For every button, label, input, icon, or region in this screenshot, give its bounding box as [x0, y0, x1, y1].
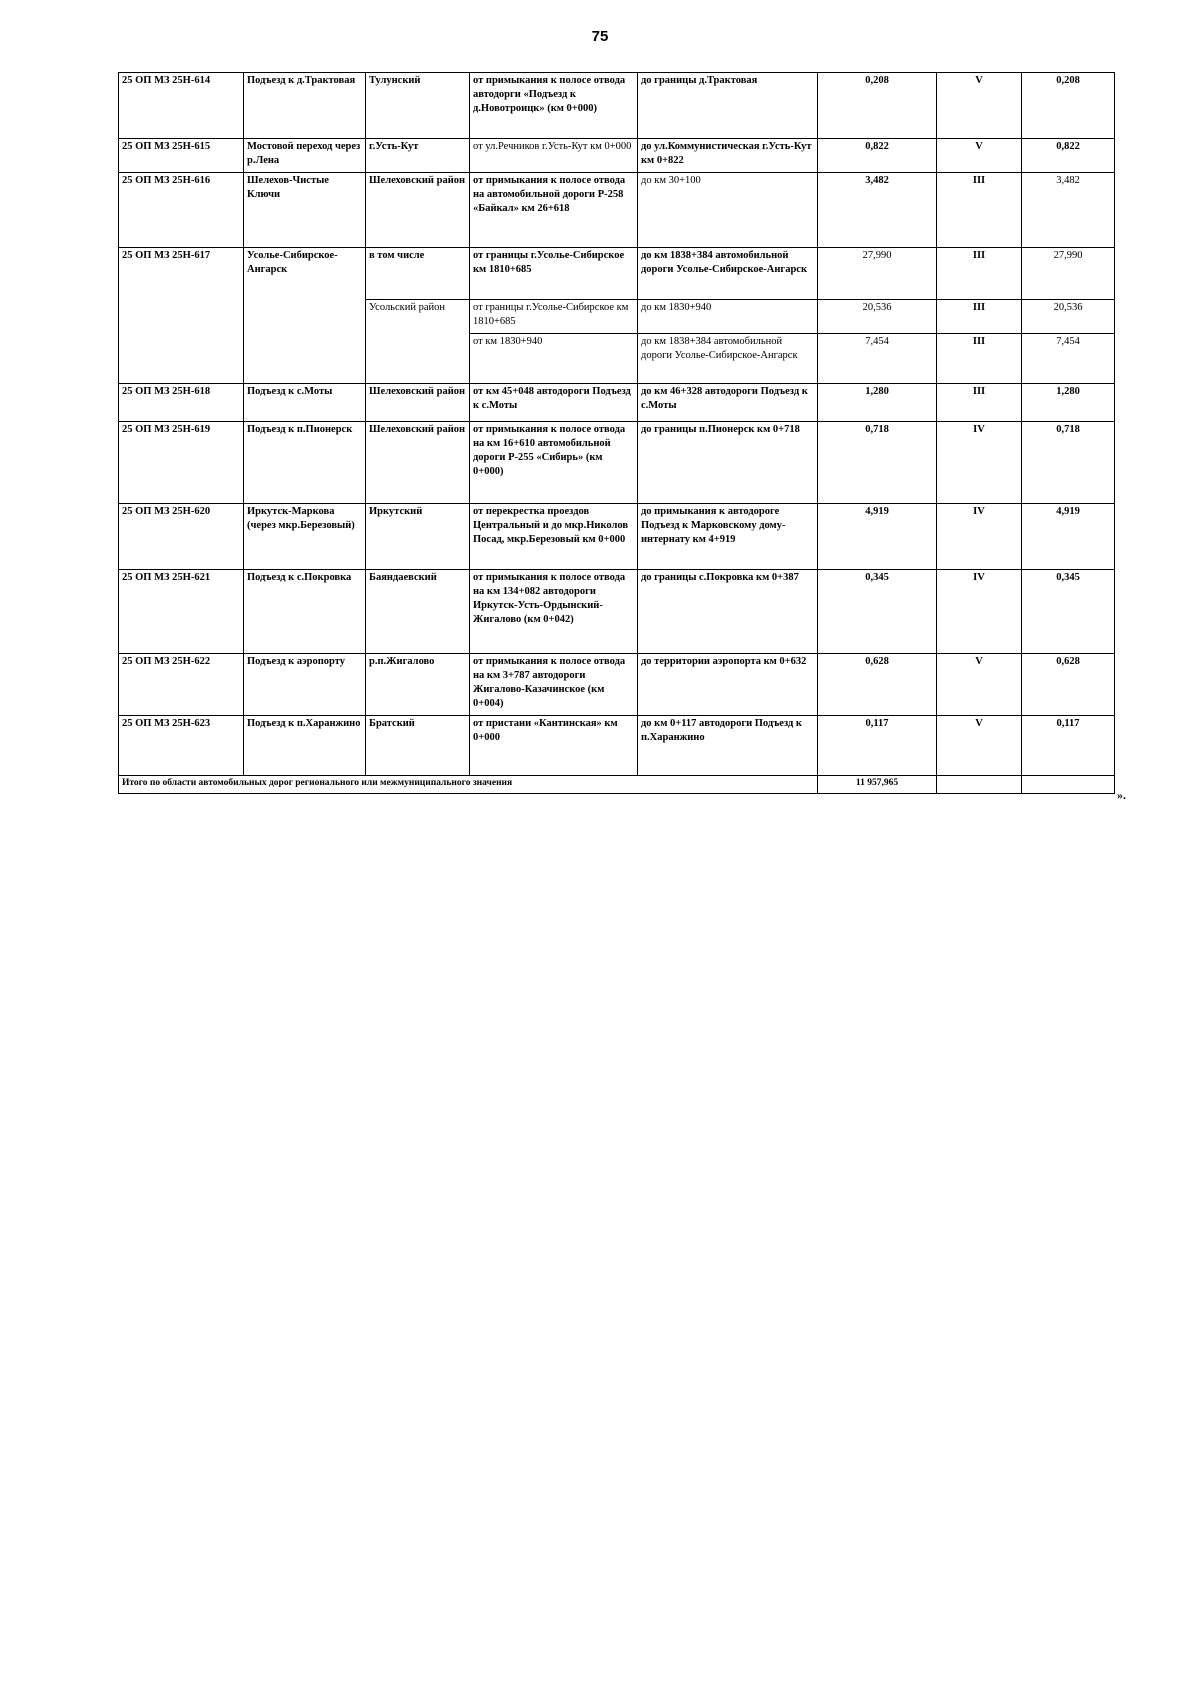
- road-name: Шелехов-Чистые Ключи: [244, 173, 366, 248]
- road-from: от примыкания к полосе отвода на км 16+610 автомобильной дороги Р-255 «Сибирь» (км 0+000): [470, 422, 638, 504]
- road-category: IV: [937, 422, 1022, 504]
- road-length: 3,482: [818, 173, 937, 248]
- table-row: [119, 654, 1115, 716]
- road-name: Подъезд к аэропорту: [244, 654, 366, 716]
- road-length: 0,208: [818, 73, 937, 139]
- table-row: [119, 173, 1115, 248]
- table-row: [119, 422, 1115, 504]
- table-row: [119, 384, 1115, 422]
- total-value: 11 957,965: [818, 776, 937, 794]
- road-length: 0,345: [818, 570, 937, 654]
- road-from: от примыкания к полосе отвода на км 3+787 автодороги Жигалово-Казачинское (км 0+004): [470, 654, 638, 716]
- road-to: до км 30+100: [638, 173, 818, 248]
- road-to: до примыкания к автодороге Подъезд к Марковскому дому-интернату км 4+919: [638, 504, 818, 570]
- road-from: от пристани «Кантинская» км 0+000: [470, 716, 638, 776]
- road-area: Шелеховский район: [366, 173, 470, 248]
- road-area: р.п.Жигалово: [366, 654, 470, 716]
- road-length: 4,919: [818, 504, 937, 570]
- road-area: Баяндаевский: [366, 570, 470, 654]
- road-id: 25 ОП МЗ 25Н-616: [119, 173, 244, 248]
- road-to: до км 1830+940: [638, 300, 818, 334]
- road-id: 25 ОП МЗ 25Н-619: [119, 422, 244, 504]
- road-category: V: [937, 716, 1022, 776]
- total-empty-cell: [1022, 776, 1115, 794]
- road-name: Подъезд к д.Трактовая: [244, 73, 366, 139]
- closing-quote-mark: ».: [1117, 788, 1126, 802]
- road-area: Шелеховский район: [366, 384, 470, 422]
- road-category: III: [937, 248, 1022, 300]
- roads-table: [118, 72, 1115, 794]
- road-length: 0,718: [818, 422, 937, 504]
- total-row: [119, 776, 1115, 794]
- road-id: 25 ОП МЗ 25Н-622: [119, 654, 244, 716]
- total-empty-cell: [937, 776, 1022, 794]
- road-to: до ул.Коммунистическая г.Усть-Кут км 0+822: [638, 139, 818, 173]
- road-total: 27,990: [1022, 248, 1115, 300]
- road-name: Подъезд к с.Моты: [244, 384, 366, 422]
- road-category: III: [937, 384, 1022, 422]
- road-area: Шелеховский район: [366, 422, 470, 504]
- road-length: 27,990: [818, 248, 937, 300]
- road-from: от примыкания к полосе отвода на автомобильной дороги Р-258 «Байкал» км 26+618: [470, 173, 638, 248]
- table-row: [119, 570, 1115, 654]
- road-total: 1,280: [1022, 384, 1115, 422]
- road-to: до границы с.Покровка км 0+387: [638, 570, 818, 654]
- road-length: 1,280: [818, 384, 937, 422]
- road-total: 20,536: [1022, 300, 1115, 334]
- road-id: 25 ОП МЗ 25Н-620: [119, 504, 244, 570]
- table-row: [119, 248, 1115, 300]
- road-length: 20,536: [818, 300, 937, 334]
- page-number: 75: [591, 28, 609, 45]
- road-total: 0,628: [1022, 654, 1115, 716]
- road-name: Иркутск-Маркова (через мкр.Березовый): [244, 504, 366, 570]
- road-total: 0,345: [1022, 570, 1115, 654]
- road-total: 7,454: [1022, 334, 1115, 384]
- road-category: V: [937, 654, 1022, 716]
- road-from: от ул.Речников г.Усть-Кут км 0+000: [470, 139, 638, 173]
- road-category: IV: [937, 570, 1022, 654]
- road-name: Подъезд к п.Харанжино: [244, 716, 366, 776]
- road-name: Усолье-Сибирское-Ангарск: [244, 248, 366, 384]
- road-category: IV: [937, 504, 1022, 570]
- table-row: [119, 139, 1115, 173]
- road-name: Мостовой переход через р.Лена: [244, 139, 366, 173]
- road-area: г.Усть-Кут: [366, 139, 470, 173]
- road-from: от перекрестка проездов Центральный и до мкр.Николов Посад, мкр.Березовый км 0+000: [470, 504, 638, 570]
- road-category: III: [937, 173, 1022, 248]
- road-category: V: [937, 73, 1022, 139]
- road-to: до границы п.Пионерск км 0+718: [638, 422, 818, 504]
- road-area: в том числе: [366, 248, 470, 300]
- road-total: 3,482: [1022, 173, 1115, 248]
- road-to: до границы д.Трактовая: [638, 73, 818, 139]
- road-category: V: [937, 139, 1022, 173]
- road-id: 25 ОП МЗ 25Н-623: [119, 716, 244, 776]
- road-to: до км 1838+384 автомобильной дороги Усолье-Сибирское-Ангарск: [638, 334, 818, 384]
- road-area: Усольский район: [366, 300, 470, 384]
- road-total: 0,718: [1022, 422, 1115, 504]
- road-from: от км 1830+940: [470, 334, 638, 384]
- road-area: Тулунский: [366, 73, 470, 139]
- table-row: [119, 73, 1115, 139]
- table-row: [119, 504, 1115, 570]
- table-row: [119, 716, 1115, 776]
- road-to: до км 1838+384 автомобильной дороги Усолье-Сибирское-Ангарск: [638, 248, 818, 300]
- total-label: Итого по области автомобильных дорог регионального или межмуниципального значения: [119, 776, 818, 794]
- road-from: от границы г.Усолье-Сибирское км 1810+685: [470, 300, 638, 334]
- road-name: Подъезд к п.Пионерск: [244, 422, 366, 504]
- road-name: Подъезд к с.Покровка: [244, 570, 366, 654]
- road-to: до км 0+117 автодороги Подъезд к п.Харанжино: [638, 716, 818, 776]
- road-length: 7,454: [818, 334, 937, 384]
- road-length: 0,117: [818, 716, 937, 776]
- road-total: 0,208: [1022, 73, 1115, 139]
- road-length: 0,822: [818, 139, 937, 173]
- road-length: 0,628: [818, 654, 937, 716]
- road-from: от примыкания к полосе отвода автодорги «Подъезд к д.Новотроицк» (км 0+000): [470, 73, 638, 139]
- road-category: III: [937, 334, 1022, 384]
- road-id: 25 ОП МЗ 25Н-614: [119, 73, 244, 139]
- road-from: от примыкания к полосе отвода на км 134+082 автодороги Иркутск-Усть-Ордынский-Жигалово (км 0+042): [470, 570, 638, 654]
- road-id: 25 ОП МЗ 25Н-617: [119, 248, 244, 384]
- road-id: 25 ОП МЗ 25Н-618: [119, 384, 244, 422]
- road-from: от км 45+048 автодороги Подъезд к с.Моты: [470, 384, 638, 422]
- road-from: от границы г.Усолье-Сибирское км 1810+685: [470, 248, 638, 300]
- road-id: 25 ОП МЗ 25Н-621: [119, 570, 244, 654]
- road-to: до км 46+328 автодороги Подъезд к с.Моты: [638, 384, 818, 422]
- road-total: 4,919: [1022, 504, 1115, 570]
- road-category: III: [937, 300, 1022, 334]
- road-total: 0,822: [1022, 139, 1115, 173]
- road-area: Иркутский: [366, 504, 470, 570]
- road-to: до территории аэропорта км 0+632: [638, 654, 818, 716]
- road-total: 0,117: [1022, 716, 1115, 776]
- road-area: Братский: [366, 716, 470, 776]
- road-id: 25 ОП МЗ 25Н-615: [119, 139, 244, 173]
